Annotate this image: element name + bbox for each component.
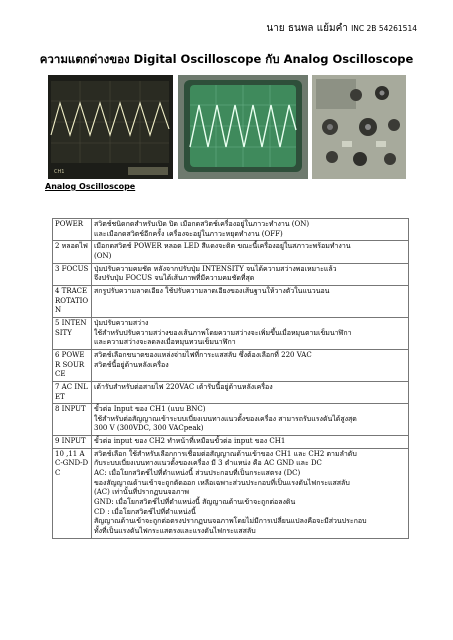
table-row	[53, 219, 409, 241]
description-line: ปุ่มปรับความสว่าง	[94, 318, 149, 327]
description-line: ขั้วต่อ Input ของ CH1 (แบบ BNC)	[94, 405, 206, 414]
control-name-cell: 3 FOCUS	[53, 263, 92, 285]
control-description-cell	[92, 263, 409, 285]
controls-table	[52, 218, 409, 539]
control-name-cell: 8 INPUT	[53, 404, 92, 436]
description-line: สวิตช์ชนิดกดสำหรับเปิด ปิด เมือกดสวิตช์เครื่องอยู่ในภาวะทำงาน (ON)	[94, 220, 310, 228]
description-line: AC: เมื่อโยกสวิตช์ไปที่ตำแหน่งนี้ ส่วนประกอบที่เป็นกระแสตรง (DC)	[94, 469, 301, 478]
table-row	[53, 263, 409, 285]
description-line: สัญญาณด้านเข้าจะถูกต่อตรงปรากฏบนจอภาพโดยไม่มีการเปลี่ยนแปลงคือจะมีส่วนประกอบ	[94, 517, 367, 526]
description-line: (AC) เท่านั้นที่ปรากฏบนจอภาพ	[94, 488, 189, 497]
student-code: INC 2B 54261514	[351, 24, 417, 33]
description-line: ขั้วต่อ input ของ CH2 ทำหน้าที่เหมือนขั้วต่อ input ของ CH1	[94, 437, 286, 446]
table-row	[53, 381, 409, 403]
table-row	[53, 241, 409, 263]
page-title: ความแตกต่างของ Digital Oscilloscope กับ Analog Oscilloscope	[39, 52, 414, 66]
control-description-cell	[92, 381, 409, 403]
control-description-cell	[92, 241, 409, 263]
control-description-cell	[92, 448, 409, 538]
svg-text:CH1: CH1	[54, 169, 65, 175]
control-name-cell: 9 INPUT	[53, 436, 92, 449]
description-line: ทั้งที่เป็นแรงดันไฟกระแสตรงและแรงดันไฟกระแสสลับ	[94, 527, 256, 536]
control-description-cell	[92, 285, 409, 317]
control-name-cell: 7 AC INLET	[53, 381, 92, 403]
description-line: กับระบบเบี่ยงเบนทางแนวตั้งของเครื่อง มี 3 ตำแหน่ง คือ AC GND และ DC	[94, 459, 322, 468]
description-line: GND: เมื่อโยกสวิตช์ไปที่ตำแหน่งนี้ สัญญาณด้านเข้าจะถูกต่อลงดิน	[94, 498, 296, 507]
description-line: ของสัญญาณด้านเข้าจะถูกตัดออก เหลือเฉพาะส่วนประกอบที่เป็นแรงดันไฟกระแสสลับ	[94, 478, 350, 487]
description-line: สวิตช์เลือกขนาดของแหล่งจ่ายไฟที่การะแสสลับ ซึ่งต้องเลือกที่ 220 VAC	[94, 350, 312, 359]
control-name-cell: 2 หลอดไฟ	[53, 241, 92, 263]
author-name: นาย ธนพล แย้มคำ	[266, 23, 348, 34]
control-description-cell	[92, 436, 409, 449]
control-description-cell	[92, 317, 409, 349]
description-line: และเมือกดสวิตช์อีกครั้ง เครื่องจะอยู่ในภาวะหยุดทำงาน (OFF)	[94, 229, 283, 238]
description-line: จึงปรับปุ่ม FOCUS จนได้เส้นภาพที่มีความคมชัดที่สุด	[94, 274, 255, 283]
table-row	[53, 285, 409, 317]
description-line: เต้ารับสำหรับต่อสายไฟ 220VAC เต้ารับนี้อยู่ด้านหลังเครื่อง	[94, 382, 273, 391]
control-name-cell: 5 INTENSITY	[53, 317, 92, 349]
description-line: ปุ่มปรับความคมชัด หลังจากปรับปุ่ม INTENSITY จนได้ความสว่างพอเหมาะแล้ว	[94, 264, 337, 273]
description-line: CD : เมื่อโยกสวิตช์ไปที่ตำแหน่งนี้	[94, 507, 196, 516]
control-description-cell	[92, 219, 409, 241]
control-description-cell	[92, 349, 409, 381]
description-line: ใช้สำหรับปรับความสว่างของเส้นภาพโดยความสว่างจะเพิ่มขึ้นเมื่อหมุนตามเข็มนาฬิกา	[94, 328, 352, 337]
description-line: และความสว่างจะลดลงเมื่อหมุนทวนเข็มนาฬิกา	[94, 338, 236, 347]
table-row	[53, 349, 409, 381]
control-name-cell: 6 POWER SOURCE	[53, 349, 92, 381]
description-line: สวิตช์เลือก ใช้สำหรับเลือกการเชื่อมต่อสัญญาณด้านเข้าของ CH1 และ CH2 ตามลำดับ	[94, 449, 357, 458]
control-name-cell: 4 TRACE ROTATION	[53, 285, 92, 317]
control-name-cell: 10 ,11 AC-GND-DC	[53, 448, 92, 538]
table-row	[53, 317, 409, 349]
photo-strip	[48, 75, 406, 179]
description-line: ใช้สำหรับต่อสัญญาณเข้าระบบเบี่ยงเบนทางแนวตั้งของเครื่อง สามารถรับแรงดันได้สูงสุด	[94, 414, 357, 423]
table-row	[53, 436, 409, 449]
description-line: 300 V (300VDC, 300 VACpeak)	[94, 424, 204, 433]
table-row	[53, 448, 409, 538]
description-line: สกรูปรับความลาดเอียง ใช้ปรับความลาดเอียงของเส้นฐานให้วางตัวในแนวนอน	[94, 286, 330, 295]
control-name-cell: POWER	[53, 219, 92, 241]
oscilloscope-panel-photo	[312, 75, 406, 179]
analog-oscilloscope-caption: Analog Oscilloscope	[45, 182, 136, 191]
analog-oscilloscope-screen-photo	[178, 75, 308, 179]
table-row	[53, 404, 409, 436]
digital-oscilloscope-photo	[48, 75, 173, 179]
description-line: (ON)	[94, 251, 112, 260]
author-line	[266, 21, 417, 36]
description-line: สวิตช์นี้อยู่ด้านหลังเครื่อง	[94, 360, 169, 369]
control-description-cell	[92, 404, 409, 436]
description-line: เมือกดสวิตช์ POWER หลอด LED สีแดงจะติด ขณะนี้เครื่องอยู่ในสภาวะพร้อมทำงาน	[94, 242, 351, 251]
